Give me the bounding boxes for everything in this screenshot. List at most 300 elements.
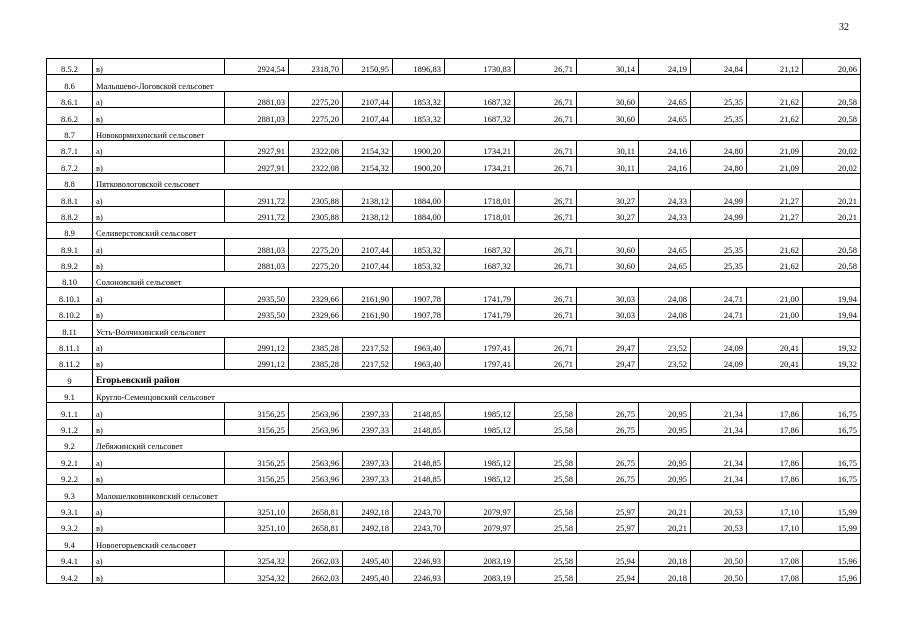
value-cell: 24,16 [639, 140, 691, 156]
value-cell: 2658,81 [289, 501, 343, 517]
value-cell: 24,33 [639, 190, 691, 206]
value-cell: 2305,88 [289, 190, 343, 206]
value-cell: 2322,08 [289, 157, 343, 173]
value-cell: 21,27 [747, 206, 803, 222]
row-code: 8.11 [47, 321, 93, 337]
value-cell: 20,06 [803, 59, 861, 75]
value-cell: 1741,79 [445, 288, 515, 304]
value-cell: 1718,01 [445, 190, 515, 206]
value-cell: 21,12 [747, 59, 803, 75]
row-code: 8.6 [47, 75, 93, 91]
value-cell: 2148,85 [393, 468, 445, 484]
section-header-row [47, 124, 861, 140]
value-cell: 17,08 [747, 550, 803, 566]
value-cell: 15,99 [803, 501, 861, 517]
value-cell: 26,71 [515, 304, 577, 320]
value-cell: 3254,32 [225, 567, 289, 583]
value-cell: 20,53 [691, 501, 747, 517]
value-cell: 21,09 [747, 140, 803, 156]
value-cell: 25,94 [577, 567, 639, 583]
value-cell: 24,99 [691, 206, 747, 222]
row-code: 9.2.2 [47, 468, 93, 484]
value-cell: 25,94 [577, 550, 639, 566]
value-cell: 30,11 [577, 140, 639, 156]
row-code: 9.4 [47, 534, 93, 550]
section-title: Лебяжинский сельсовет [93, 435, 861, 451]
value-cell: 20,21 [803, 190, 861, 206]
table-row [47, 517, 861, 533]
value-cell: 2563,96 [289, 403, 343, 419]
table-row [47, 354, 861, 370]
value-cell: 21,62 [747, 255, 803, 271]
value-cell: 21,34 [691, 468, 747, 484]
table-row [47, 59, 861, 75]
value-cell: 23,52 [639, 337, 691, 353]
value-cell: 24,65 [639, 91, 691, 107]
row-variant: а) [93, 452, 225, 468]
value-cell: 1985,12 [445, 419, 515, 435]
value-cell: 2385,28 [289, 337, 343, 353]
value-cell: 2881,03 [225, 239, 289, 255]
table-row [47, 288, 861, 304]
value-cell: 26,75 [577, 468, 639, 484]
value-cell: 1853,32 [393, 108, 445, 124]
section-header-row [47, 75, 861, 91]
value-cell: 30,60 [577, 239, 639, 255]
value-cell: 24,65 [639, 239, 691, 255]
value-cell: 2154,32 [343, 157, 393, 173]
value-cell: 26,71 [515, 140, 577, 156]
row-code: 9 [47, 370, 93, 386]
section-title: Малошелковниковский сельсовет [93, 485, 861, 501]
row-code: 9.4.2 [47, 567, 93, 583]
section-title: Усть-Волчихинский сельсовет [93, 321, 861, 337]
value-cell: 1896,83 [393, 59, 445, 75]
row-code: 8.8.2 [47, 206, 93, 222]
value-cell: 20,21 [803, 206, 861, 222]
section-header-row [47, 386, 861, 402]
value-cell: 24,71 [691, 304, 747, 320]
section-title: Пятковологовской сельсовет [93, 173, 861, 189]
value-cell: 1907,78 [393, 304, 445, 320]
value-cell: 30,60 [577, 255, 639, 271]
table-row [47, 468, 861, 484]
table-row [47, 403, 861, 419]
row-code: 9.3 [47, 485, 93, 501]
row-code: 8.7 [47, 124, 93, 140]
row-variant: в) [93, 517, 225, 533]
value-cell: 17,86 [747, 419, 803, 435]
value-cell: 2881,03 [225, 255, 289, 271]
section-header-row [47, 173, 861, 189]
value-cell: 23,52 [639, 354, 691, 370]
value-cell: 2107,44 [343, 255, 393, 271]
value-cell: 25,35 [691, 91, 747, 107]
row-variant: а) [93, 337, 225, 353]
value-cell: 2217,52 [343, 354, 393, 370]
value-cell: 26,71 [515, 108, 577, 124]
value-cell: 2107,44 [343, 108, 393, 124]
row-variant: а) [93, 403, 225, 419]
value-cell: 20,18 [639, 550, 691, 566]
table-row [47, 91, 861, 107]
value-cell: 2935,50 [225, 304, 289, 320]
value-cell: 2911,72 [225, 206, 289, 222]
value-cell: 15,99 [803, 517, 861, 533]
value-cell: 2397,33 [343, 452, 393, 468]
value-cell: 2927,91 [225, 157, 289, 173]
value-cell: 2658,81 [289, 517, 343, 533]
section-title: Малышево-Логовской сельсовет [93, 75, 861, 91]
value-cell: 2563,96 [289, 452, 343, 468]
value-cell: 24,80 [691, 157, 747, 173]
value-cell: 30,27 [577, 206, 639, 222]
value-cell: 24,08 [639, 288, 691, 304]
row-code: 9.2.1 [47, 452, 93, 468]
value-cell: 20,21 [639, 501, 691, 517]
value-cell: 2243,70 [393, 517, 445, 533]
row-variant: а) [93, 140, 225, 156]
value-cell: 30,03 [577, 304, 639, 320]
value-cell: 25,58 [515, 501, 577, 517]
value-cell: 16,75 [803, 419, 861, 435]
section-header-row [47, 534, 861, 550]
value-cell: 3251,10 [225, 517, 289, 533]
value-cell: 2911,72 [225, 190, 289, 206]
value-cell: 25,58 [515, 403, 577, 419]
value-cell: 2150,95 [343, 59, 393, 75]
value-cell: 20,21 [639, 517, 691, 533]
value-cell: 2329,66 [289, 288, 343, 304]
value-cell: 1900,20 [393, 140, 445, 156]
section-title: Солоновский сельсовет [93, 272, 861, 288]
value-cell: 20,53 [691, 517, 747, 533]
value-cell: 2079,97 [445, 517, 515, 533]
value-cell: 2243,70 [393, 501, 445, 517]
value-cell: 24,80 [691, 140, 747, 156]
value-cell: 2161,90 [343, 288, 393, 304]
value-cell: 26,71 [515, 239, 577, 255]
value-cell: 26,71 [515, 255, 577, 271]
value-cell: 26,71 [515, 288, 577, 304]
district-title: Егорьевский район [93, 370, 861, 386]
value-cell: 20,58 [803, 239, 861, 255]
table-row [47, 190, 861, 206]
value-cell: 2881,03 [225, 91, 289, 107]
row-variant: в) [93, 59, 225, 75]
value-cell: 2492,18 [343, 501, 393, 517]
value-cell: 20,41 [747, 337, 803, 353]
value-cell: 2275,20 [289, 108, 343, 124]
value-cell: 17,08 [747, 567, 803, 583]
table-row [47, 239, 861, 255]
row-code: 8.8 [47, 173, 93, 189]
row-code: 9.1.2 [47, 419, 93, 435]
section-title: Кругло-Семенцовский сельсовет [93, 386, 861, 402]
value-cell: 2154,32 [343, 140, 393, 156]
value-cell: 1687,32 [445, 255, 515, 271]
table-row [47, 567, 861, 583]
value-cell: 15,96 [803, 550, 861, 566]
value-cell: 2991,12 [225, 354, 289, 370]
value-cell: 26,71 [515, 206, 577, 222]
table-row [47, 501, 861, 517]
value-cell: 2935,50 [225, 288, 289, 304]
row-code: 8.6.2 [47, 108, 93, 124]
row-code: 8.9.2 [47, 255, 93, 271]
value-cell: 21,34 [691, 419, 747, 435]
value-cell: 30,27 [577, 190, 639, 206]
value-cell: 24,19 [639, 59, 691, 75]
page-number: 32 [839, 22, 849, 33]
value-cell: 21,00 [747, 288, 803, 304]
value-cell: 2385,28 [289, 354, 343, 370]
value-cell: 20,58 [803, 108, 861, 124]
row-variant: в) [93, 206, 225, 222]
section-title: Новокормихинский сельсовет [93, 124, 861, 140]
value-cell: 1985,12 [445, 468, 515, 484]
row-code: 8.11.2 [47, 354, 93, 370]
row-variant: а) [93, 288, 225, 304]
value-cell: 25,58 [515, 517, 577, 533]
value-cell: 20,50 [691, 550, 747, 566]
value-cell: 2138,12 [343, 190, 393, 206]
row-code: 8.9 [47, 222, 93, 238]
value-cell: 1853,32 [393, 91, 445, 107]
value-cell: 1718,01 [445, 206, 515, 222]
value-cell: 17,86 [747, 468, 803, 484]
value-cell: 1853,32 [393, 255, 445, 271]
value-cell: 30,14 [577, 59, 639, 75]
value-cell: 2275,20 [289, 239, 343, 255]
value-cell: 25,58 [515, 452, 577, 468]
value-cell: 2329,66 [289, 304, 343, 320]
value-cell: 2275,20 [289, 91, 343, 107]
table-row [47, 157, 861, 173]
value-cell: 2138,12 [343, 206, 393, 222]
value-cell: 21,62 [747, 108, 803, 124]
value-cell: 30,11 [577, 157, 639, 173]
value-cell: 20,95 [639, 468, 691, 484]
value-cell: 26,75 [577, 403, 639, 419]
value-cell: 1687,32 [445, 108, 515, 124]
value-cell: 2161,90 [343, 304, 393, 320]
value-cell: 2107,44 [343, 91, 393, 107]
value-cell: 1687,32 [445, 91, 515, 107]
value-cell: 26,71 [515, 59, 577, 75]
value-cell: 26,71 [515, 337, 577, 353]
value-cell: 16,75 [803, 468, 861, 484]
value-cell: 30,60 [577, 91, 639, 107]
value-cell: 2083,19 [445, 550, 515, 566]
value-cell: 1687,32 [445, 239, 515, 255]
value-cell: 25,58 [515, 468, 577, 484]
value-cell: 19,32 [803, 337, 861, 353]
value-cell: 2492,18 [343, 517, 393, 533]
value-cell: 20,58 [803, 91, 861, 107]
value-cell: 21,00 [747, 304, 803, 320]
value-cell: 16,75 [803, 452, 861, 468]
value-cell: 20,18 [639, 567, 691, 583]
value-cell: 2662,03 [289, 567, 343, 583]
value-cell: 20,50 [691, 567, 747, 583]
value-cell: 17,10 [747, 501, 803, 517]
row-code: 9.3.2 [47, 517, 93, 533]
row-code: 8.6.1 [47, 91, 93, 107]
value-cell: 1907,78 [393, 288, 445, 304]
value-cell: 21,09 [747, 157, 803, 173]
value-cell: 2148,85 [393, 403, 445, 419]
row-variant: в) [93, 157, 225, 173]
value-cell: 2495,40 [343, 550, 393, 566]
row-variant: а) [93, 190, 225, 206]
value-cell: 2246,93 [393, 567, 445, 583]
value-cell: 24,84 [691, 59, 747, 75]
value-cell: 24,16 [639, 157, 691, 173]
value-cell: 2107,44 [343, 239, 393, 255]
value-cell: 1734,21 [445, 140, 515, 156]
value-cell: 19,94 [803, 288, 861, 304]
value-cell: 21,34 [691, 452, 747, 468]
value-cell: 24,33 [639, 206, 691, 222]
row-variant: в) [93, 419, 225, 435]
value-cell: 2305,88 [289, 206, 343, 222]
row-code: 8.9.1 [47, 239, 93, 255]
value-cell: 25,35 [691, 108, 747, 124]
table-row [47, 550, 861, 566]
value-cell: 2148,85 [393, 419, 445, 435]
value-cell: 26,75 [577, 452, 639, 468]
value-cell: 24,08 [639, 304, 691, 320]
value-cell: 30,60 [577, 108, 639, 124]
row-code: 8.8.1 [47, 190, 93, 206]
value-cell: 29,47 [577, 337, 639, 353]
value-cell: 2927,91 [225, 140, 289, 156]
row-code: 8.7.1 [47, 140, 93, 156]
value-cell: 26,75 [577, 419, 639, 435]
value-cell: 25,35 [691, 239, 747, 255]
value-cell: 1985,12 [445, 452, 515, 468]
value-cell: 2275,20 [289, 255, 343, 271]
row-variant: в) [93, 108, 225, 124]
value-cell: 2083,19 [445, 567, 515, 583]
value-cell: 20,41 [747, 354, 803, 370]
tariff-table [46, 58, 861, 584]
table-row [47, 206, 861, 222]
value-cell: 25,58 [515, 550, 577, 566]
row-variant: в) [93, 304, 225, 320]
value-cell: 2322,08 [289, 140, 343, 156]
value-cell: 2881,03 [225, 108, 289, 124]
value-cell: 1985,12 [445, 403, 515, 419]
value-cell: 2079,97 [445, 501, 515, 517]
value-cell: 1734,21 [445, 157, 515, 173]
row-code: 9.1.1 [47, 403, 93, 419]
value-cell: 21,27 [747, 190, 803, 206]
value-cell: 25,97 [577, 517, 639, 533]
row-code: 8.10 [47, 272, 93, 288]
row-code: 8.11.1 [47, 337, 93, 353]
value-cell: 17,86 [747, 452, 803, 468]
value-cell: 2318,70 [289, 59, 343, 75]
value-cell: 25,58 [515, 419, 577, 435]
section-title: Селиверстовский сельсовет [93, 222, 861, 238]
value-cell: 1797,41 [445, 337, 515, 353]
value-cell: 19,94 [803, 304, 861, 320]
value-cell: 25,35 [691, 255, 747, 271]
table-row [47, 108, 861, 124]
value-cell: 2563,96 [289, 419, 343, 435]
section-header-row [47, 435, 861, 451]
value-cell: 26,71 [515, 354, 577, 370]
value-cell: 2148,85 [393, 452, 445, 468]
value-cell: 3156,25 [225, 452, 289, 468]
table-row [47, 255, 861, 271]
value-cell: 1900,20 [393, 157, 445, 173]
value-cell: 1963,40 [393, 337, 445, 353]
value-cell: 2924,54 [225, 59, 289, 75]
row-variant: а) [93, 91, 225, 107]
row-variant: в) [93, 468, 225, 484]
row-code: 8.7.2 [47, 157, 93, 173]
value-cell: 2662,03 [289, 550, 343, 566]
value-cell: 3156,25 [225, 403, 289, 419]
value-cell: 21,62 [747, 239, 803, 255]
value-cell: 3156,25 [225, 419, 289, 435]
district-header-row [47, 370, 861, 386]
value-cell: 24,09 [691, 354, 747, 370]
value-cell: 25,97 [577, 501, 639, 517]
value-cell: 2246,93 [393, 550, 445, 566]
value-cell: 1797,41 [445, 354, 515, 370]
value-cell: 24,65 [639, 108, 691, 124]
value-cell: 21,62 [747, 91, 803, 107]
value-cell: 3251,10 [225, 501, 289, 517]
row-variant: а) [93, 501, 225, 517]
value-cell: 20,95 [639, 452, 691, 468]
row-code: 8.5.2 [47, 59, 93, 75]
value-cell: 16,75 [803, 403, 861, 419]
value-cell: 21,34 [691, 403, 747, 419]
value-cell: 19,32 [803, 354, 861, 370]
value-cell: 3156,25 [225, 468, 289, 484]
table-row [47, 304, 861, 320]
value-cell: 1884,00 [393, 190, 445, 206]
value-cell: 24,99 [691, 190, 747, 206]
value-cell: 30,03 [577, 288, 639, 304]
value-cell: 24,71 [691, 288, 747, 304]
value-cell: 17,10 [747, 517, 803, 533]
section-header-row [47, 222, 861, 238]
value-cell: 2991,12 [225, 337, 289, 353]
table-row [47, 337, 861, 353]
table-row [47, 419, 861, 435]
row-code: 8.10.2 [47, 304, 93, 320]
value-cell: 24,09 [691, 337, 747, 353]
row-variant: а) [93, 239, 225, 255]
value-cell: 17,86 [747, 403, 803, 419]
row-code: 8.10.1 [47, 288, 93, 304]
value-cell: 2397,33 [343, 468, 393, 484]
value-cell: 1963,40 [393, 354, 445, 370]
value-cell: 26,71 [515, 190, 577, 206]
value-cell: 24,65 [639, 255, 691, 271]
value-cell: 1853,32 [393, 239, 445, 255]
value-cell: 1741,79 [445, 304, 515, 320]
value-cell: 15,96 [803, 567, 861, 583]
row-variant: в) [93, 255, 225, 271]
value-cell: 2217,52 [343, 337, 393, 353]
